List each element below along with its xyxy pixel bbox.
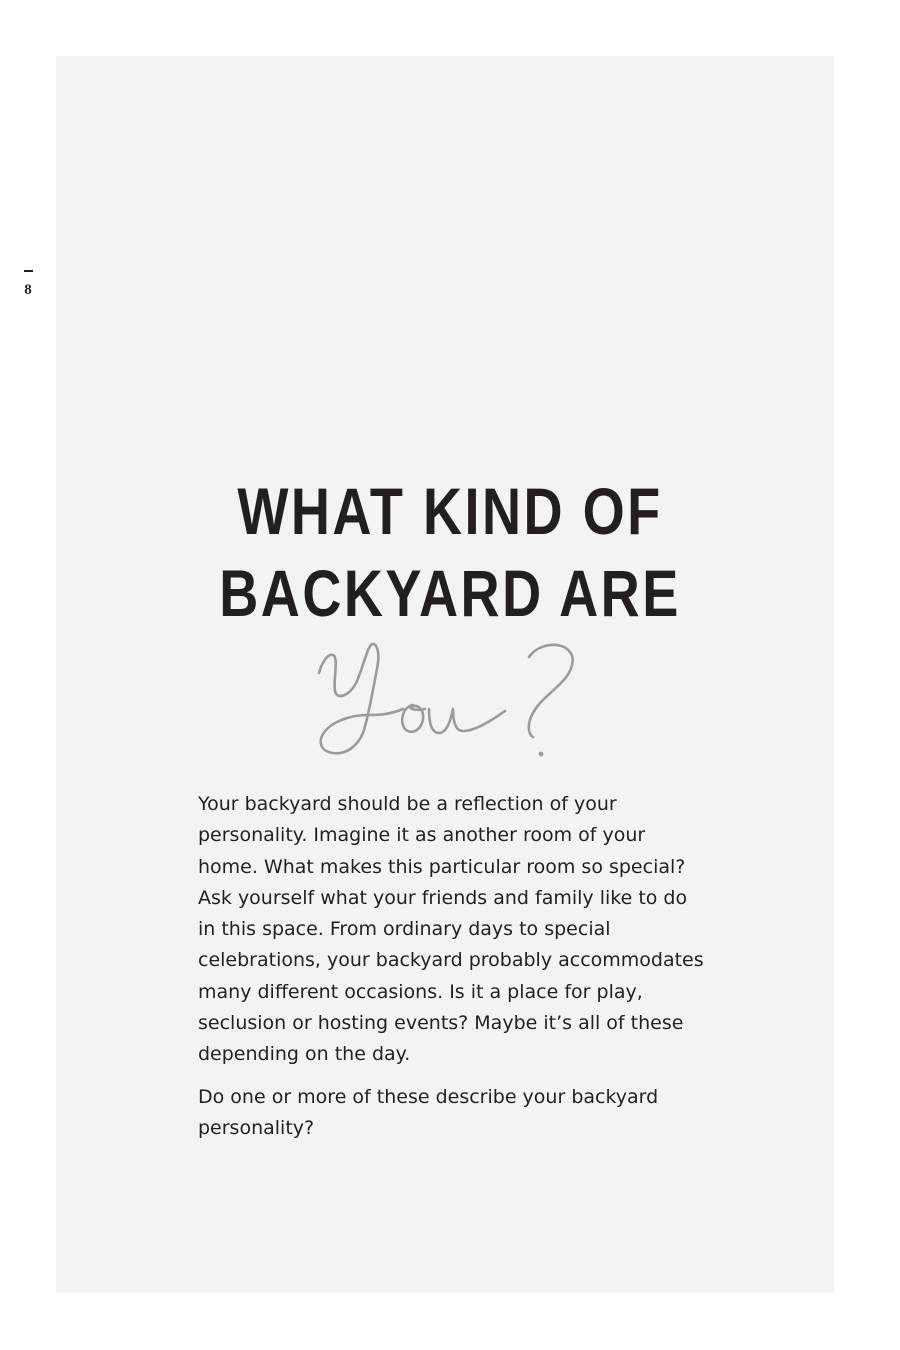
- page-headline: [81, 470, 819, 634]
- headline-line-1: WHAT KIND OF: [237, 474, 663, 548]
- page-marker-dash: [24, 270, 33, 272]
- body-paragraph-2: Do one or more of these describe your backyard personality?: [198, 1085, 659, 1139]
- page-number: 8: [24, 282, 32, 298]
- script-word-you: [305, 635, 595, 765]
- script-you-drawing: [305, 635, 595, 765]
- body-copy: [198, 789, 708, 1144]
- page-number-marker: [20, 270, 36, 298]
- headline-line-2: BACKYARD ARE: [219, 556, 681, 630]
- body-paragraph-1: Your backyard should be a reflection of your personality. Imagine it as another room of your home. What makes this particular room so special? Ask yourself what your friends and family like to do in this space. From ordinary days to special celebrations, your backyard probably accommodates many different occasions. Is it a place for play, seclusion or hosting events? Maybe it’s all of these depending on the day.: [198, 793, 704, 1066]
